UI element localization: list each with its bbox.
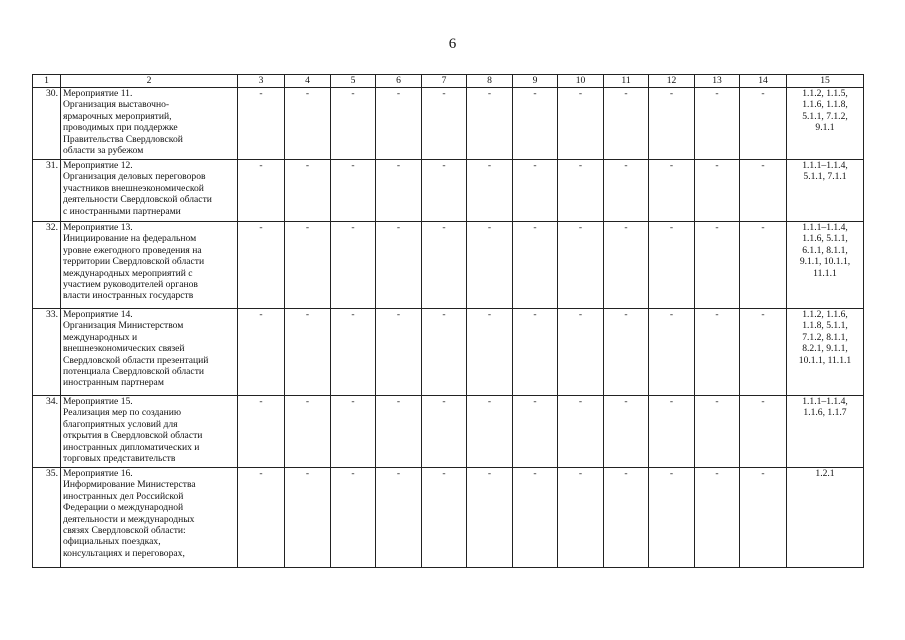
value-cell: - (331, 396, 376, 468)
description-line: Мероприятие 11. (63, 88, 133, 99)
description-line: Мероприятие 14. (63, 309, 133, 320)
refs-line: 11.1.1 (813, 267, 837, 279)
description-line: Организация Министерством (63, 320, 184, 332)
value-cell: - (604, 468, 649, 568)
page-number: 6 (448, 36, 457, 52)
description-line: деятельности Свердловской области (63, 194, 212, 206)
refs-line: 1.1.8, 5.1.1, (802, 320, 848, 332)
value-cell: - (285, 309, 331, 396)
value-cell: - (558, 309, 604, 396)
value-cell: - (558, 396, 604, 468)
value-cell: - (331, 222, 376, 309)
column-header: 15 (787, 75, 864, 88)
description-line: Организация выставочно- (63, 99, 170, 111)
description-line: иностранным партнерам (63, 377, 164, 389)
value-cell: - (604, 309, 649, 396)
value-cell: - (649, 222, 695, 309)
target-indicator-refs (787, 468, 864, 568)
value-cell: - (740, 468, 787, 568)
refs-line: 1.1.1–1.1.4, (802, 222, 848, 233)
description-line: области за рубежом (63, 145, 144, 157)
description-line: ярмарочных мероприятий, (63, 110, 172, 122)
column-header: 4 (285, 75, 331, 88)
value-cell: - (285, 160, 331, 222)
description-line: открытия в Свердловской области (63, 430, 203, 442)
value-cell: - (558, 222, 604, 309)
value-cell: - (467, 160, 513, 222)
value-cell: - (422, 309, 467, 396)
description-line: Мероприятие 12. (63, 160, 133, 171)
row-number: 35. (33, 468, 61, 568)
description-line: Федерации о международной (63, 502, 184, 514)
row-number: 31. (33, 160, 61, 222)
column-header: 7 (422, 75, 467, 88)
value-cell: - (467, 468, 513, 568)
target-indicator-refs (787, 309, 864, 396)
refs-line: 5.1.1, 7.1.2, (802, 110, 848, 122)
refs-line: 1.1.2, 1.1.6, (802, 309, 848, 320)
value-cell: - (238, 396, 285, 468)
table-row (33, 222, 864, 309)
value-cell: - (695, 160, 740, 222)
column-header: 2 (61, 75, 238, 88)
row-number: 34. (33, 396, 61, 468)
description-line: Мероприятие 13. (63, 222, 133, 233)
description-line: Реализация мер по созданию (63, 407, 182, 419)
description-line: Мероприятие 15. (63, 396, 133, 407)
description-line: международных и (63, 331, 138, 343)
value-cell: - (376, 468, 422, 568)
value-cell: - (558, 88, 604, 160)
column-header: 8 (467, 75, 513, 88)
value-cell: - (238, 88, 285, 160)
value-cell: - (513, 468, 558, 568)
refs-line: 8.2.1, 9.1.1, (802, 343, 848, 355)
table-row (33, 468, 864, 568)
value-cell: - (422, 160, 467, 222)
value-cell: - (740, 396, 787, 468)
description-line: Правительства Свердловской (63, 133, 183, 145)
plan-table (32, 74, 864, 568)
value-cell: - (331, 160, 376, 222)
refs-line: 1.1.6, 1.1.7 (803, 407, 847, 419)
refs-line: 10.1.1, 11.1.1 (798, 354, 852, 366)
value-cell: - (740, 160, 787, 222)
refs-line: 1.1.1–1.1.4, (802, 160, 848, 171)
value-cell: - (331, 468, 376, 568)
description-line: связях Свердловской области: (63, 525, 186, 537)
description-line: проводимых при поддержке (63, 122, 178, 134)
value-cell: - (695, 396, 740, 468)
description-line: официальных поездках, (63, 536, 161, 548)
refs-line: 1.1.1–1.1.4, (802, 396, 848, 407)
table-row (33, 88, 864, 160)
description-line: с иностранными партнерами (63, 205, 181, 217)
column-header: 11 (604, 75, 649, 88)
description-line: деятельности и международных (63, 513, 195, 525)
description-line: потенциала Свердловской области (63, 366, 205, 378)
target-indicator-refs (787, 88, 864, 160)
description-line: торговых представительств (63, 453, 176, 465)
value-cell: - (422, 222, 467, 309)
value-cell: - (467, 396, 513, 468)
description-line: участием руководителей органов (63, 279, 198, 291)
refs-line: 1.1.6, 5.1.1, (802, 233, 848, 245)
description-line: международных мероприятий с (63, 267, 193, 279)
value-cell: - (467, 222, 513, 309)
refs-line: 6.1.1, 8.1.1, (802, 244, 848, 256)
column-header: 9 (513, 75, 558, 88)
table-row (33, 309, 864, 396)
target-indicator-refs (787, 222, 864, 309)
measure-description (61, 309, 238, 396)
value-cell: - (604, 160, 649, 222)
value-cell: - (513, 160, 558, 222)
value-cell: - (649, 396, 695, 468)
description-line: Мероприятие 16. (63, 468, 133, 479)
refs-line: 7.1.2, 8.1.1, (802, 331, 848, 343)
value-cell: - (238, 160, 285, 222)
value-cell: - (513, 88, 558, 160)
row-number: 32. (33, 222, 61, 309)
measure-description (61, 222, 238, 309)
description-line: иностранных дипломатических и (63, 441, 200, 453)
value-cell: - (376, 88, 422, 160)
plan-table-body (33, 88, 864, 568)
refs-line: 9.1.1, 10.1.1, (799, 256, 851, 268)
value-cell: - (285, 396, 331, 468)
description-line: власти иностранных государств (63, 290, 194, 302)
description-line: иностранных дел Российской (63, 490, 184, 502)
description-line: территории Свердловской области (63, 256, 205, 268)
value-cell: - (285, 222, 331, 309)
value-cell: - (695, 222, 740, 309)
description-line: внешнеэкономических связей (63, 343, 185, 355)
value-cell: - (604, 396, 649, 468)
value-cell: - (649, 160, 695, 222)
description-line: консультациях и переговорах, (63, 547, 185, 559)
measure-description (61, 88, 238, 160)
value-cell: - (740, 222, 787, 309)
value-cell: - (422, 468, 467, 568)
table-row (33, 160, 864, 222)
measure-description (61, 160, 238, 222)
description-line: Информирование Министерства (63, 479, 196, 491)
column-header: 12 (649, 75, 695, 88)
value-cell: - (238, 222, 285, 309)
value-cell: - (604, 222, 649, 309)
value-cell: - (376, 396, 422, 468)
description-line: Свердловской области презентаций (63, 354, 209, 366)
column-header: 6 (376, 75, 422, 88)
refs-line: 1.1.2, 1.1.5, (802, 88, 848, 99)
value-cell: - (740, 309, 787, 396)
value-cell: - (467, 309, 513, 396)
refs-line: 1.1.6, 1.1.8, (802, 99, 848, 111)
value-cell: - (376, 309, 422, 396)
value-cell: - (513, 222, 558, 309)
measure-description (61, 468, 238, 568)
target-indicator-refs (787, 160, 864, 222)
refs-line: 5.1.1, 7.1.1 (803, 171, 847, 183)
value-cell: - (695, 309, 740, 396)
column-header: 10 (558, 75, 604, 88)
value-cell: - (695, 468, 740, 568)
value-cell: - (604, 88, 649, 160)
row-number: 30. (33, 88, 61, 160)
value-cell: - (285, 468, 331, 568)
description-line: Инициирование на федеральном (63, 233, 197, 245)
value-cell: - (467, 88, 513, 160)
column-header: 14 (740, 75, 787, 88)
target-indicator-refs (787, 396, 864, 468)
value-cell: - (376, 160, 422, 222)
refs-line: 9.1.1 (815, 122, 835, 134)
value-cell: - (331, 88, 376, 160)
value-cell: - (649, 309, 695, 396)
table-row (33, 396, 864, 468)
value-cell: - (558, 160, 604, 222)
value-cell: - (422, 88, 467, 160)
measure-description (61, 396, 238, 468)
description-line: благоприятных условий для (63, 418, 178, 430)
value-cell: - (513, 309, 558, 396)
value-cell: - (238, 468, 285, 568)
description-line: Организация деловых переговоров (63, 171, 206, 183)
column-header: 13 (695, 75, 740, 88)
value-cell: - (740, 88, 787, 160)
value-cell: - (513, 396, 558, 468)
description-line: участников внешнеэкономической (63, 182, 204, 194)
value-cell: - (285, 88, 331, 160)
column-header: 5 (331, 75, 376, 88)
row-number: 33. (33, 309, 61, 396)
description-line: уровне ежегодного проведения на (63, 244, 202, 256)
column-header: 3 (238, 75, 285, 88)
value-cell: - (558, 468, 604, 568)
value-cell: - (238, 309, 285, 396)
value-cell: - (649, 88, 695, 160)
value-cell: - (376, 222, 422, 309)
header-row (33, 75, 864, 88)
value-cell: - (331, 309, 376, 396)
value-cell: - (422, 396, 467, 468)
value-cell: - (649, 468, 695, 568)
refs-line: 1.2.1 (815, 468, 835, 479)
column-header: 1 (33, 75, 61, 88)
value-cell: - (695, 88, 740, 160)
